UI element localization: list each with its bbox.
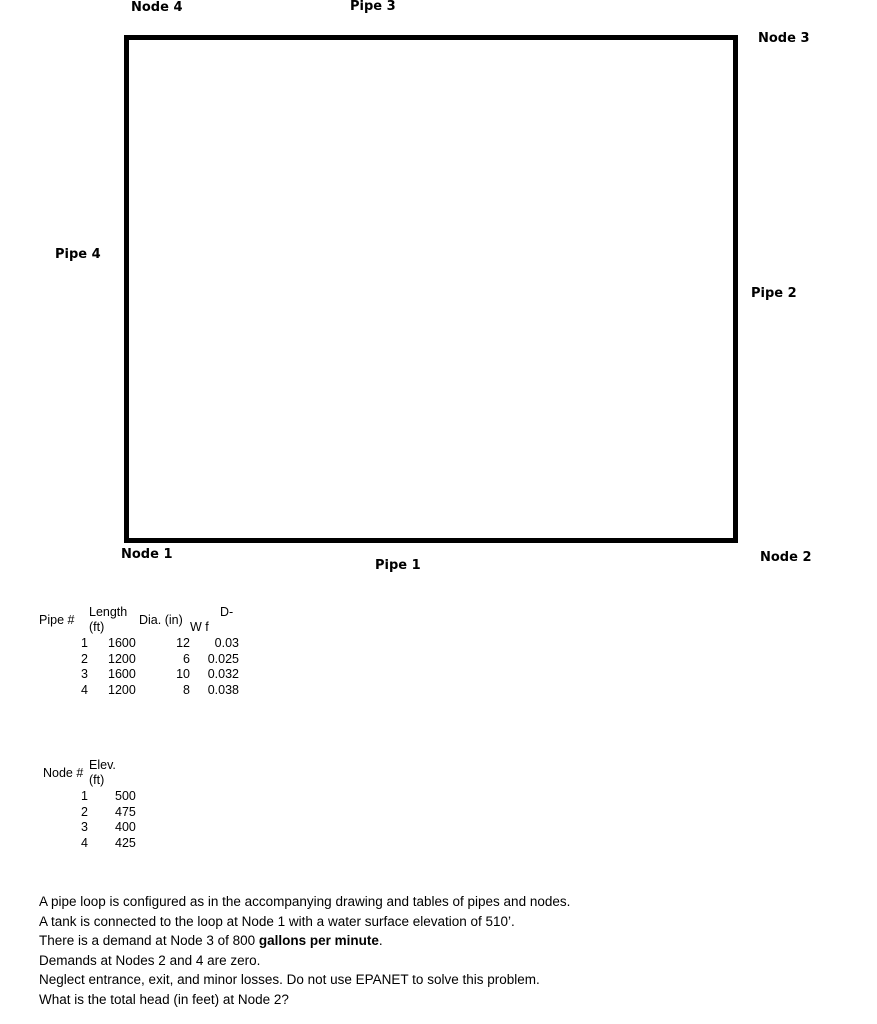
table-row-elev: 500: [115, 789, 136, 803]
pipe-loop-diagram: [124, 35, 738, 543]
pipe-2-label: Pipe 2: [751, 286, 797, 301]
demand-unit: gallons per minute: [258, 933, 379, 948]
problem-line: Neglect entrance, exit, and minor losses. Do not use EPANET to solve this problem.: [39, 972, 540, 987]
table-row-dia: 10: [176, 667, 190, 681]
table-row-length: 1600: [108, 636, 136, 650]
table-row-pipe: 4: [81, 683, 88, 697]
elev-col-header: Elev.: [89, 758, 116, 772]
table-row-node: 1: [81, 789, 88, 803]
node-3-label: Node 3: [758, 31, 810, 46]
table-row-node: 3: [81, 820, 88, 834]
problem-statement: [39, 892, 570, 1009]
table-row-length: 1200: [108, 683, 136, 697]
table-row-node: 4: [81, 836, 88, 850]
node-2-label: Node 2: [760, 550, 812, 565]
table-row-dia: 8: [183, 683, 190, 697]
table-row-length: 1200: [108, 652, 136, 666]
problem-line: A tank is connected to the loop at Node 1 with a water surface elevation of 510’.: [39, 913, 515, 929]
table-row-friction: 0.025: [207, 652, 239, 666]
table-row-pipe: 3: [81, 667, 88, 681]
table-row-elev: 400: [115, 820, 136, 834]
elev-unit-header: (ft): [89, 773, 105, 787]
demand-period: .: [378, 933, 383, 948]
table-row-friction: 0.032: [207, 667, 239, 681]
problem-line: Demands at Nodes 2 and 4 are zero.: [39, 952, 261, 968]
pipe-3-label: Pipe 3: [350, 0, 396, 14]
table-row-node: 2: [81, 805, 88, 819]
problem-question: What is the total head (in feet) at Node 2?: [39, 991, 289, 1007]
demand-text: There is a demand at Node 3 of 800: [39, 933, 259, 948]
table-row-elev: 475: [115, 805, 136, 819]
dw-f-col-header: W f: [190, 620, 209, 634]
dia-col-header: Dia. (in): [139, 613, 183, 627]
pipe-col-header: Pipe #: [39, 613, 75, 627]
table-row-pipe: 1: [81, 636, 88, 650]
table-row-elev: 425: [115, 836, 136, 850]
length-unit-header: (ft): [89, 620, 105, 634]
table-row-friction: 0.038: [207, 683, 239, 697]
table-row-length: 1600: [108, 667, 136, 681]
table-row-dia: 6: [183, 652, 190, 666]
dw-col-header: D-: [220, 605, 234, 619]
table-row-pipe: 2: [81, 652, 88, 666]
node-4-label: Node 4: [131, 0, 183, 15]
problem-line: [39, 931, 570, 951]
problem-line: A pipe loop is configured as in the accompanying drawing and tables of pipes and nodes.: [39, 894, 571, 909]
pipe-4-label: Pipe 4: [55, 247, 101, 262]
table-row-dia: 12: [176, 636, 190, 650]
pipe-1-label: Pipe 1: [375, 558, 421, 573]
node-col-header: Node #: [43, 766, 84, 780]
node-1-label: Node 1: [121, 547, 173, 562]
table-row-friction: 0.03: [214, 636, 239, 650]
length-col-header: Length: [89, 605, 128, 619]
